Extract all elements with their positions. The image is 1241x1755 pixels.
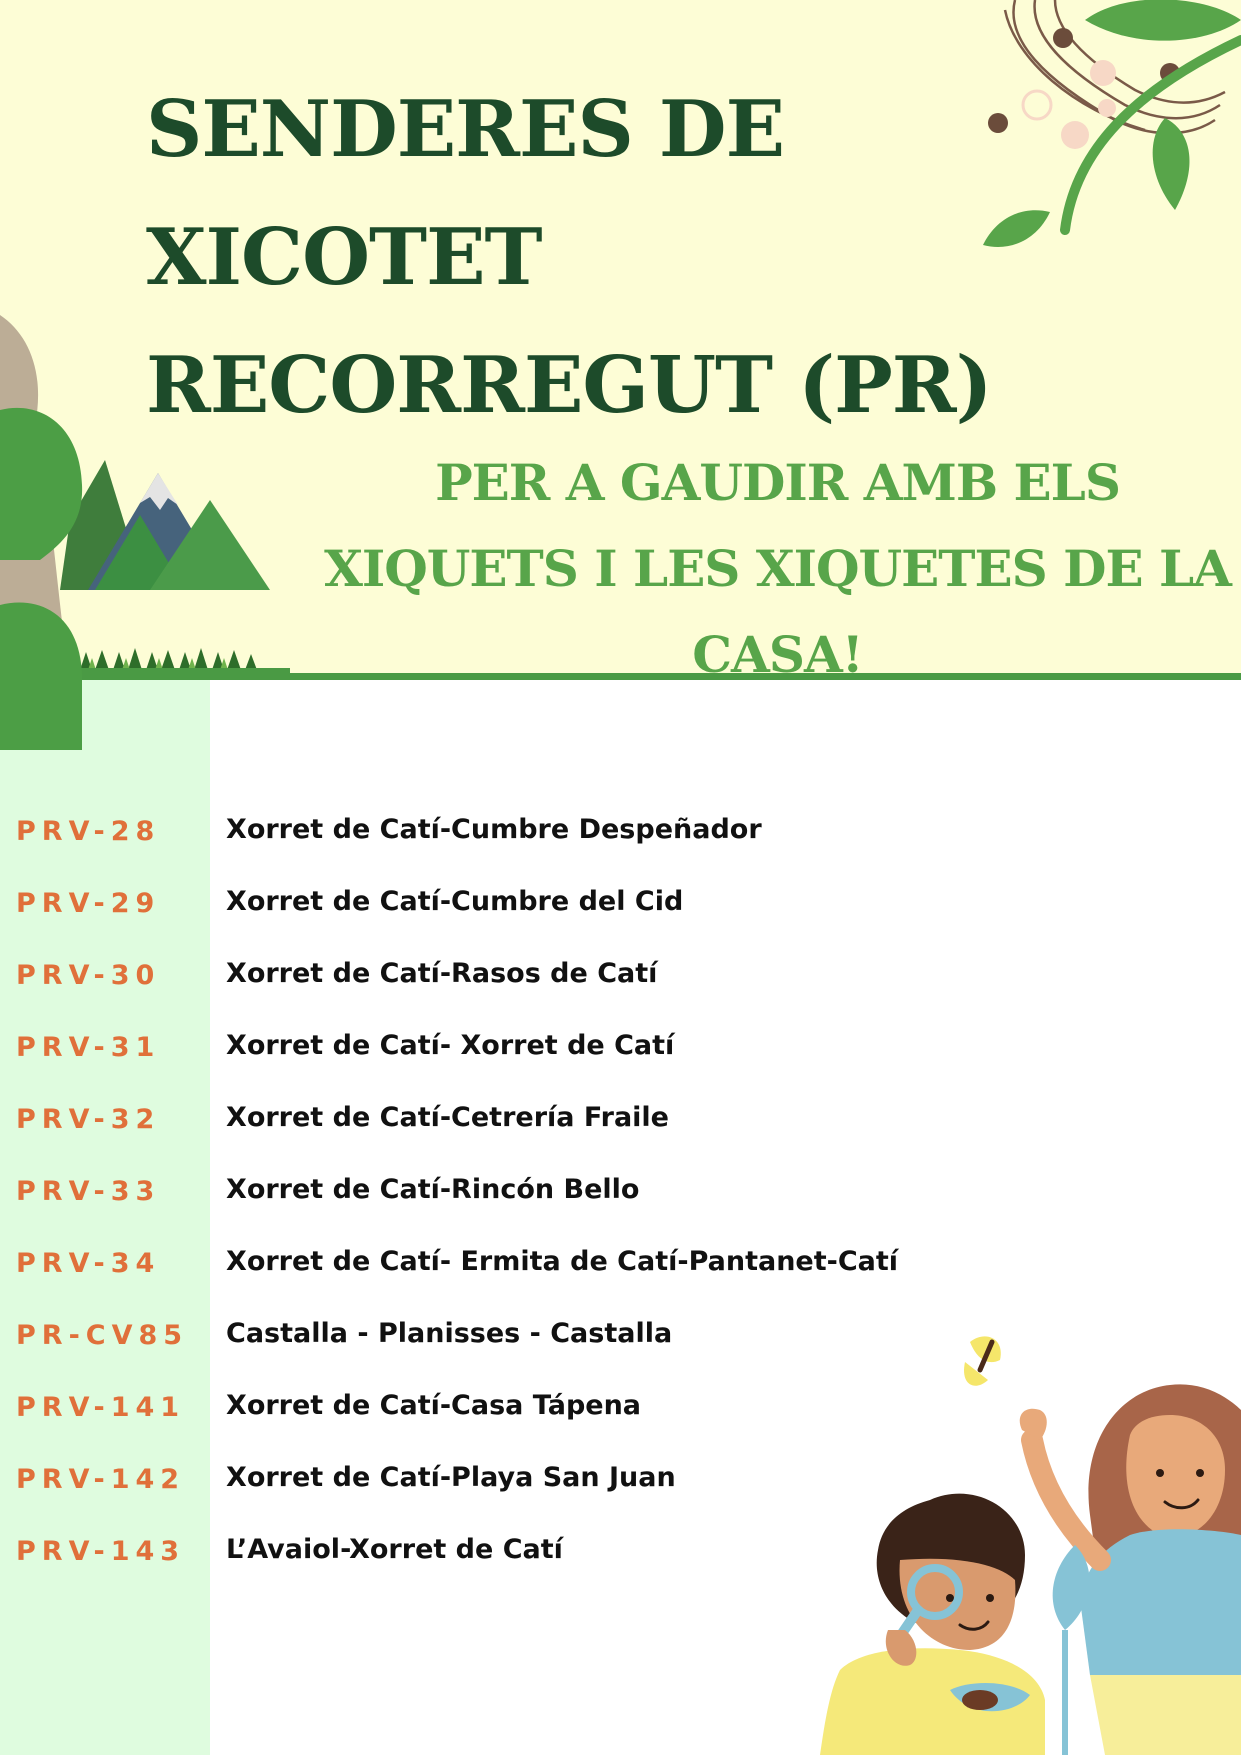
route-code: PRV-30	[16, 960, 161, 991]
route-name: Xorret de Catí-Rasos de Catí	[226, 958, 658, 989]
route-row	[0, 1232, 1241, 1304]
page-subtitle	[300, 440, 1241, 698]
route-name: Xorret de Catí-Cumbre Despeñador	[226, 814, 762, 845]
route-code: PR-CV85	[16, 1320, 189, 1351]
route-row	[0, 1016, 1241, 1088]
route-name: Xorret de Catí-Rincón Bello	[226, 1174, 640, 1205]
subtitle-line: CASA!	[692, 625, 863, 684]
route-row	[0, 1376, 1241, 1448]
route-row	[0, 944, 1241, 1016]
route-code: PRV-141	[16, 1392, 186, 1423]
route-name: L’Avaiol-Xorret de Catí	[226, 1534, 563, 1565]
title-line: SENDERES DE	[146, 84, 785, 175]
route-code: PRV-28	[16, 816, 161, 847]
title-line: XICOTET	[146, 212, 542, 303]
route-name: Xorret de Catí-Cetrería Fraile	[226, 1102, 669, 1133]
route-name: Xorret de Catí-Cumbre del Cid	[226, 886, 684, 917]
route-row	[0, 1160, 1241, 1232]
route-row	[0, 1088, 1241, 1160]
route-code: PRV-33	[16, 1176, 161, 1207]
route-name: Xorret de Catí- Xorret de Catí	[226, 1030, 675, 1061]
route-name: Xorret de Catí-Playa San Juan	[226, 1462, 676, 1493]
route-code: PRV-32	[16, 1104, 161, 1135]
route-row	[0, 800, 1241, 872]
route-row	[0, 1304, 1241, 1376]
route-code: PRV-29	[16, 888, 161, 919]
route-list	[0, 800, 1241, 1592]
route-name: Castalla - Planisses - Castalla	[226, 1318, 673, 1349]
route-code: PRV-142	[16, 1464, 186, 1495]
route-code: PRV-31	[16, 1032, 161, 1063]
route-code: PRV-34	[16, 1248, 161, 1279]
subtitle-line: PER A GAUDIR AMB ELS	[435, 453, 1120, 512]
route-code: PRV-143	[16, 1536, 186, 1567]
route-name: Xorret de Catí-Casa Tápena	[226, 1390, 642, 1421]
title-line: RECORREGUT (PR)	[146, 340, 992, 431]
subtitle-line: XIQUETS I LES XIQUETES DE LA	[324, 539, 1231, 598]
route-row	[0, 1448, 1241, 1520]
route-name: Xorret de Catí- Ermita de Catí-Pantanet-Catí	[226, 1246, 899, 1277]
route-row	[0, 872, 1241, 944]
page-title	[146, 66, 1046, 450]
route-row	[0, 1520, 1241, 1592]
